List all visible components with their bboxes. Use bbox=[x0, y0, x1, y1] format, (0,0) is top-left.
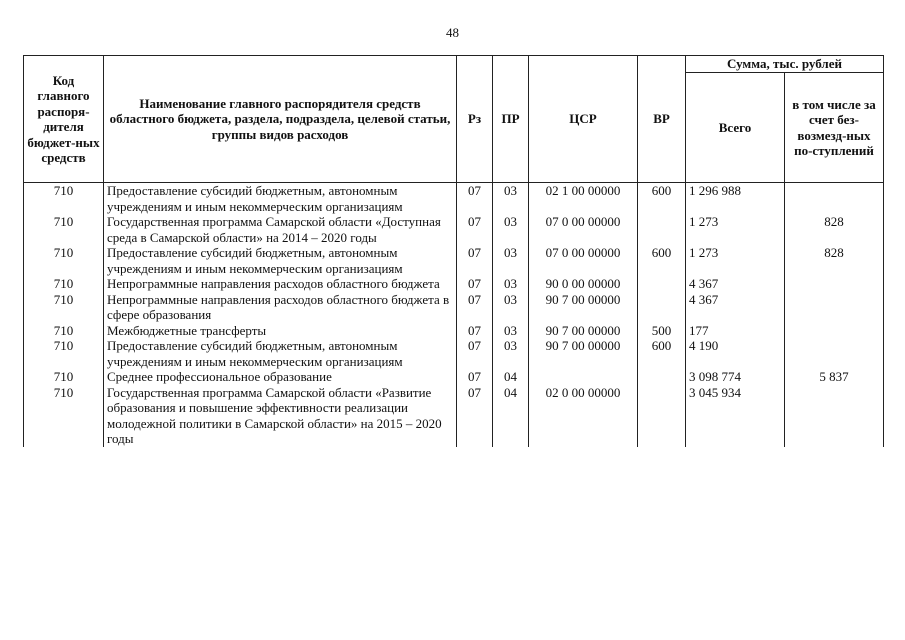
cell-rz: 07 bbox=[457, 214, 493, 245]
cell-code: 710 bbox=[24, 369, 104, 385]
cell-vr bbox=[638, 214, 686, 245]
cell-pr: 03 bbox=[493, 214, 529, 245]
cell-csr: 02 1 00 00000 bbox=[529, 183, 638, 215]
cell-csr: 90 0 00 00000 bbox=[529, 276, 638, 292]
header-csr: ЦСР bbox=[529, 56, 638, 183]
cell-free bbox=[785, 385, 884, 447]
cell-csr: 07 0 00 00000 bbox=[529, 214, 638, 245]
cell-total: 4 367 bbox=[686, 276, 785, 292]
page-number: 48 bbox=[446, 25, 459, 40]
cell-vr bbox=[638, 385, 686, 447]
cell-vr: 600 bbox=[638, 245, 686, 276]
cell-rz: 07 bbox=[457, 369, 493, 385]
cell-name: Межбюджетные трансферты bbox=[104, 323, 457, 339]
cell-code: 710 bbox=[24, 245, 104, 276]
cell-csr: 90 7 00 00000 bbox=[529, 292, 638, 323]
cell-rz: 07 bbox=[457, 245, 493, 276]
cell-rz: 07 bbox=[457, 323, 493, 339]
cell-rz: 07 bbox=[457, 276, 493, 292]
cell-pr: 03 bbox=[493, 323, 529, 339]
cell-name: Непрограммные направления расходов областного бюджета в сфере образования bbox=[104, 292, 457, 323]
cell-rz: 07 bbox=[457, 338, 493, 369]
cell-rz: 07 bbox=[457, 183, 493, 215]
cell-pr: 04 bbox=[493, 385, 529, 447]
header-name: Наименование главного распорядителя средств областного бюджета, раздела, подраздела, целевой статьи, группы видов расходов bbox=[104, 56, 457, 183]
cell-csr: 07 0 00 00000 bbox=[529, 245, 638, 276]
cell-free bbox=[785, 323, 884, 339]
cell-pr: 03 bbox=[493, 292, 529, 323]
cell-pr: 03 bbox=[493, 338, 529, 369]
cell-code: 710 bbox=[24, 338, 104, 369]
header-sum: Сумма, тыс. рублей bbox=[686, 56, 884, 73]
cell-vr bbox=[638, 369, 686, 385]
budget-table bbox=[23, 55, 884, 447]
cell-total: 1 273 bbox=[686, 214, 785, 245]
cell-pr: 03 bbox=[493, 245, 529, 276]
cell-total: 1 296 988 bbox=[686, 183, 785, 215]
table-row bbox=[24, 245, 884, 276]
cell-total: 4 190 bbox=[686, 338, 785, 369]
header-code: Код главного распоря-дителя бюджет-ных средств bbox=[24, 56, 104, 183]
cell-free bbox=[785, 276, 884, 292]
table-row bbox=[24, 214, 884, 245]
table-row bbox=[24, 338, 884, 369]
cell-total: 4 367 bbox=[686, 292, 785, 323]
cell-rz: 07 bbox=[457, 385, 493, 447]
cell-total: 177 bbox=[686, 323, 785, 339]
cell-total: 3 045 934 bbox=[686, 385, 785, 447]
cell-csr: 90 7 00 00000 bbox=[529, 338, 638, 369]
cell-total: 3 098 774 bbox=[686, 369, 785, 385]
cell-vr: 600 bbox=[638, 183, 686, 215]
cell-name: Государственная программа Самарской области «Доступная среда в Самарской области» на 2014 – 2020 годы bbox=[104, 214, 457, 245]
cell-name: Предоставление субсидий бюджетным, автономным учреждениям и иным некоммерческим организациям bbox=[104, 338, 457, 369]
cell-vr: 500 bbox=[638, 323, 686, 339]
cell-total: 1 273 bbox=[686, 245, 785, 276]
cell-pr: 03 bbox=[493, 276, 529, 292]
cell-free bbox=[785, 292, 884, 323]
cell-vr: 600 bbox=[638, 338, 686, 369]
cell-code: 710 bbox=[24, 323, 104, 339]
cell-free bbox=[785, 338, 884, 369]
cell-free: 828 bbox=[785, 214, 884, 245]
cell-code: 710 bbox=[24, 183, 104, 215]
cell-rz: 07 bbox=[457, 292, 493, 323]
cell-free bbox=[785, 183, 884, 215]
cell-code: 710 bbox=[24, 292, 104, 323]
cell-vr bbox=[638, 276, 686, 292]
header-rz: Рз bbox=[457, 56, 493, 183]
cell-name: Предоставление субсидий бюджетным, автономным учреждениям и иным некоммерческим организациям bbox=[104, 245, 457, 276]
header-total: Всего bbox=[686, 73, 785, 183]
cell-csr: 02 0 00 00000 bbox=[529, 385, 638, 447]
header-pr: ПР bbox=[493, 56, 529, 183]
table-row bbox=[24, 276, 884, 292]
cell-name: Среднее профессиональное образование bbox=[104, 369, 457, 385]
cell-name: Государственная программа Самарской области «Развитие образования и повышение эффективности реализации молодежной политики в Самарской области» на 2015 – 2020 годы bbox=[104, 385, 457, 447]
cell-csr: 90 7 00 00000 bbox=[529, 323, 638, 339]
cell-code: 710 bbox=[24, 385, 104, 447]
cell-csr bbox=[529, 369, 638, 385]
table-row bbox=[24, 183, 884, 215]
table-row bbox=[24, 385, 884, 447]
table-row bbox=[24, 292, 884, 323]
cell-code: 710 bbox=[24, 276, 104, 292]
header-vr: ВР bbox=[638, 56, 686, 183]
cell-code: 710 bbox=[24, 214, 104, 245]
header-free: в том числе за счет без-возмезд-ных по-ступлений bbox=[785, 73, 884, 183]
table-row bbox=[24, 323, 884, 339]
cell-free: 5 837 bbox=[785, 369, 884, 385]
cell-vr bbox=[638, 292, 686, 323]
cell-name: Предоставление субсидий бюджетным, автономным учреждениям и иным некоммерческим организациям bbox=[104, 183, 457, 215]
cell-pr: 03 bbox=[493, 183, 529, 215]
cell-pr: 04 bbox=[493, 369, 529, 385]
cell-name: Непрограммные направления расходов областного бюджета bbox=[104, 276, 457, 292]
cell-free: 828 bbox=[785, 245, 884, 276]
table-row bbox=[24, 369, 884, 385]
